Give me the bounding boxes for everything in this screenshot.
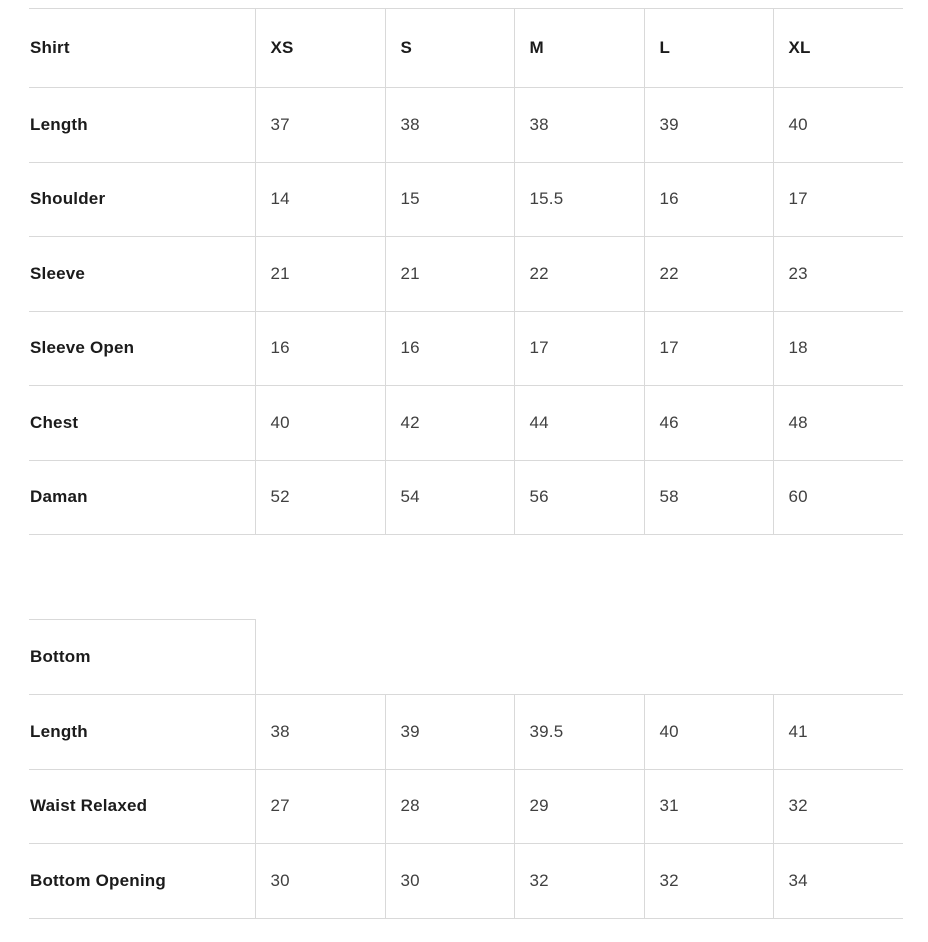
value-cell: 21: [255, 237, 385, 312]
value-cell: 15: [385, 162, 514, 237]
value-cell: 39: [385, 695, 514, 770]
value-cell: 28: [385, 769, 514, 844]
row-label-cell: Sleeve: [30, 263, 86, 283]
column-header-cell: XL: [773, 9, 903, 88]
value-cell: 22: [514, 237, 644, 312]
table-row: [29, 844, 903, 919]
row-label-cell: Chest: [30, 412, 79, 432]
column-header-cell: M: [514, 9, 644, 88]
table-row: [29, 386, 903, 461]
row-group-header-cell: Shirt: [30, 38, 70, 57]
value-cell: 32: [514, 844, 644, 919]
value-cell: 37: [255, 88, 385, 163]
shirt-size-table: [29, 8, 903, 535]
column-header-cell: S: [385, 9, 514, 88]
value-cell: 32: [773, 769, 903, 844]
value-cell: 21: [385, 237, 514, 312]
value-cell: 16: [385, 311, 514, 386]
value-cell: 16: [644, 162, 773, 237]
row-label-cell: Waist Relaxed: [30, 796, 148, 816]
value-cell: 44: [514, 386, 644, 461]
value-cell: 15.5: [514, 162, 644, 237]
row-label-cell: Length: [30, 721, 88, 741]
value-cell: 58: [644, 460, 773, 535]
table-row: [29, 88, 903, 163]
value-cell: 60: [773, 460, 903, 535]
column-header-cell: [385, 620, 514, 695]
column-header-cell: [773, 620, 903, 695]
value-cell: 23: [773, 237, 903, 312]
row-label-cell: Shoulder: [30, 189, 106, 209]
table-header-row: [29, 9, 903, 88]
value-cell: 42: [385, 386, 514, 461]
row-group-header-cell: Bottom: [29, 620, 255, 695]
value-cell: 17: [773, 162, 903, 237]
column-header-cell: XS: [255, 9, 385, 88]
table-row: [29, 237, 903, 312]
value-cell: 38: [514, 88, 644, 163]
value-cell: 40: [644, 695, 773, 770]
value-cell: 31: [644, 769, 773, 844]
value-cell: 39: [644, 88, 773, 163]
column-header-cell: [255, 620, 385, 695]
table-row: [29, 460, 903, 535]
column-header-cell: [514, 620, 644, 695]
value-cell: 14: [255, 162, 385, 237]
column-header-cell: L: [644, 9, 773, 88]
value-cell: 29: [514, 769, 644, 844]
value-cell: 54: [385, 460, 514, 535]
value-cell: 27: [255, 769, 385, 844]
table-row: [29, 311, 903, 386]
row-label-cell: Daman: [30, 487, 88, 507]
value-cell: 17: [644, 311, 773, 386]
value-cell: 38: [255, 695, 385, 770]
value-cell: 39.5: [514, 695, 644, 770]
bottom-size-table: [29, 619, 903, 919]
value-cell: 34: [773, 844, 903, 919]
value-cell: 56: [514, 460, 644, 535]
table-row: [29, 162, 903, 237]
value-cell: 22: [644, 237, 773, 312]
value-cell: 46: [644, 386, 773, 461]
value-cell: 41: [773, 695, 903, 770]
row-label-cell: Bottom Opening: [30, 870, 166, 890]
value-cell: 32: [644, 844, 773, 919]
value-cell: 18: [773, 311, 903, 386]
value-cell: 40: [773, 88, 903, 163]
value-cell: 40: [255, 386, 385, 461]
row-label-cell: Length: [30, 114, 88, 134]
value-cell: 48: [773, 386, 903, 461]
value-cell: 30: [255, 844, 385, 919]
table-row: [29, 769, 903, 844]
row-label-cell: Sleeve Open: [30, 338, 135, 358]
value-cell: 38: [385, 88, 514, 163]
value-cell: 16: [255, 311, 385, 386]
table-header-row: [29, 620, 903, 695]
table-row: [29, 695, 903, 770]
column-header-cell: [644, 620, 773, 695]
value-cell: 52: [255, 460, 385, 535]
value-cell: 30: [385, 844, 514, 919]
value-cell: 17: [514, 311, 644, 386]
